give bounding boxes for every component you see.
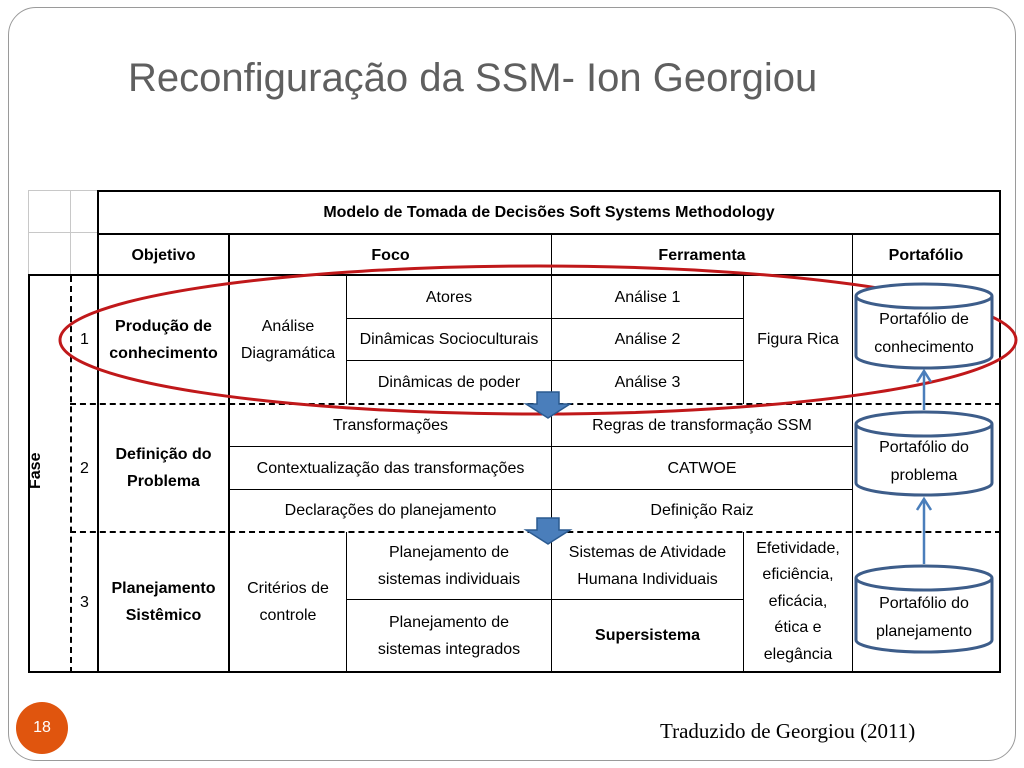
ferramenta-cell: Análise 3 xyxy=(614,373,681,391)
foco-cell: Declarações do planejamento xyxy=(284,502,497,519)
foco-cell: Atores xyxy=(425,288,473,306)
down-arrow-icon xyxy=(526,518,570,544)
portfolio-label xyxy=(858,434,990,490)
ferramenta-cell: Definição Raiz xyxy=(650,502,754,519)
objetivo-line: Problema xyxy=(127,473,200,490)
criteria-line: ética e xyxy=(774,619,822,637)
up-arrow-icon xyxy=(917,499,931,564)
col-ferramenta: Ferramenta xyxy=(658,246,746,264)
ferramenta-cell: Análise 2 xyxy=(614,331,681,348)
criteria-line: elegância xyxy=(763,645,833,663)
foco-line: sistemas integrados xyxy=(377,640,521,658)
row-number: 2 xyxy=(80,459,89,477)
col-objetivo: Objetivo xyxy=(131,246,196,264)
portfolio-label xyxy=(858,590,990,646)
row-number: 1 xyxy=(80,331,89,348)
foco-cell: Transformações xyxy=(333,417,448,434)
table-header: Modelo de Tomada de Decisões Soft Systems Methodology xyxy=(323,204,775,221)
objetivo-line: Sistêmico xyxy=(125,607,202,624)
source-citation: Traduzido de Georgiou (2011) xyxy=(660,719,916,743)
up-arrow-icon xyxy=(917,371,931,410)
foco-cell: Contextualização das transformações xyxy=(256,459,525,477)
tool-cell: Figura Rica xyxy=(757,331,839,348)
objetivo-line: Definição do xyxy=(115,446,212,463)
foco-group-line: Critérios de xyxy=(247,580,329,597)
ferramenta-line: Sistemas de Atividade xyxy=(568,544,727,561)
foco-line: sistemas individuais xyxy=(377,571,521,588)
foco-group-line: Diagramática xyxy=(240,344,336,362)
ferramenta-cell: Supersistema xyxy=(595,627,700,644)
criteria-line: eficácia, xyxy=(768,592,828,610)
portfolio-line: Portafólio do xyxy=(879,595,969,612)
portfolio-line: conhecimento xyxy=(874,339,974,356)
col-portfolio: Portafólio xyxy=(888,246,964,264)
objetivo-line: Produção de xyxy=(115,317,212,335)
objetivo-line: Planejamento xyxy=(111,580,216,597)
ferramenta-cell: CATWOE xyxy=(667,459,737,477)
ferramenta-line: Humana Individuais xyxy=(577,571,718,588)
foco-line: Planejamento de xyxy=(388,613,510,631)
criteria-line: eficiência, xyxy=(762,566,834,584)
row-number: 3 xyxy=(80,593,89,611)
portfolio-line: problema xyxy=(890,467,958,484)
portfolio-line: planejamento xyxy=(875,623,973,640)
page-number-badge: 18 xyxy=(16,702,68,754)
ferramenta-cell: Regras de transformação SSM xyxy=(592,417,812,434)
foco-group-line: Análise xyxy=(261,317,315,335)
foco-line: Planejamento de xyxy=(388,544,510,561)
portfolio-line: Portafólio de xyxy=(879,311,969,328)
slide-title: Reconfiguração da SSM- Ion Georgiou xyxy=(128,56,818,100)
criteria-line: Efetividade, xyxy=(756,539,840,557)
col-foco: Foco xyxy=(371,246,410,264)
foco-cell: Dinâmicas Socioculturais xyxy=(359,331,539,348)
foco-group-line: controle xyxy=(259,607,317,624)
objetivo-line: conhecimento xyxy=(109,344,218,362)
ferramenta-cell: Análise 1 xyxy=(614,288,681,306)
portfolio-label xyxy=(858,306,990,362)
fase-label: Fase xyxy=(27,452,44,489)
portfolio-line: Portafólio do xyxy=(879,439,969,456)
foco-cell: Dinâmicas de poder xyxy=(377,373,521,391)
